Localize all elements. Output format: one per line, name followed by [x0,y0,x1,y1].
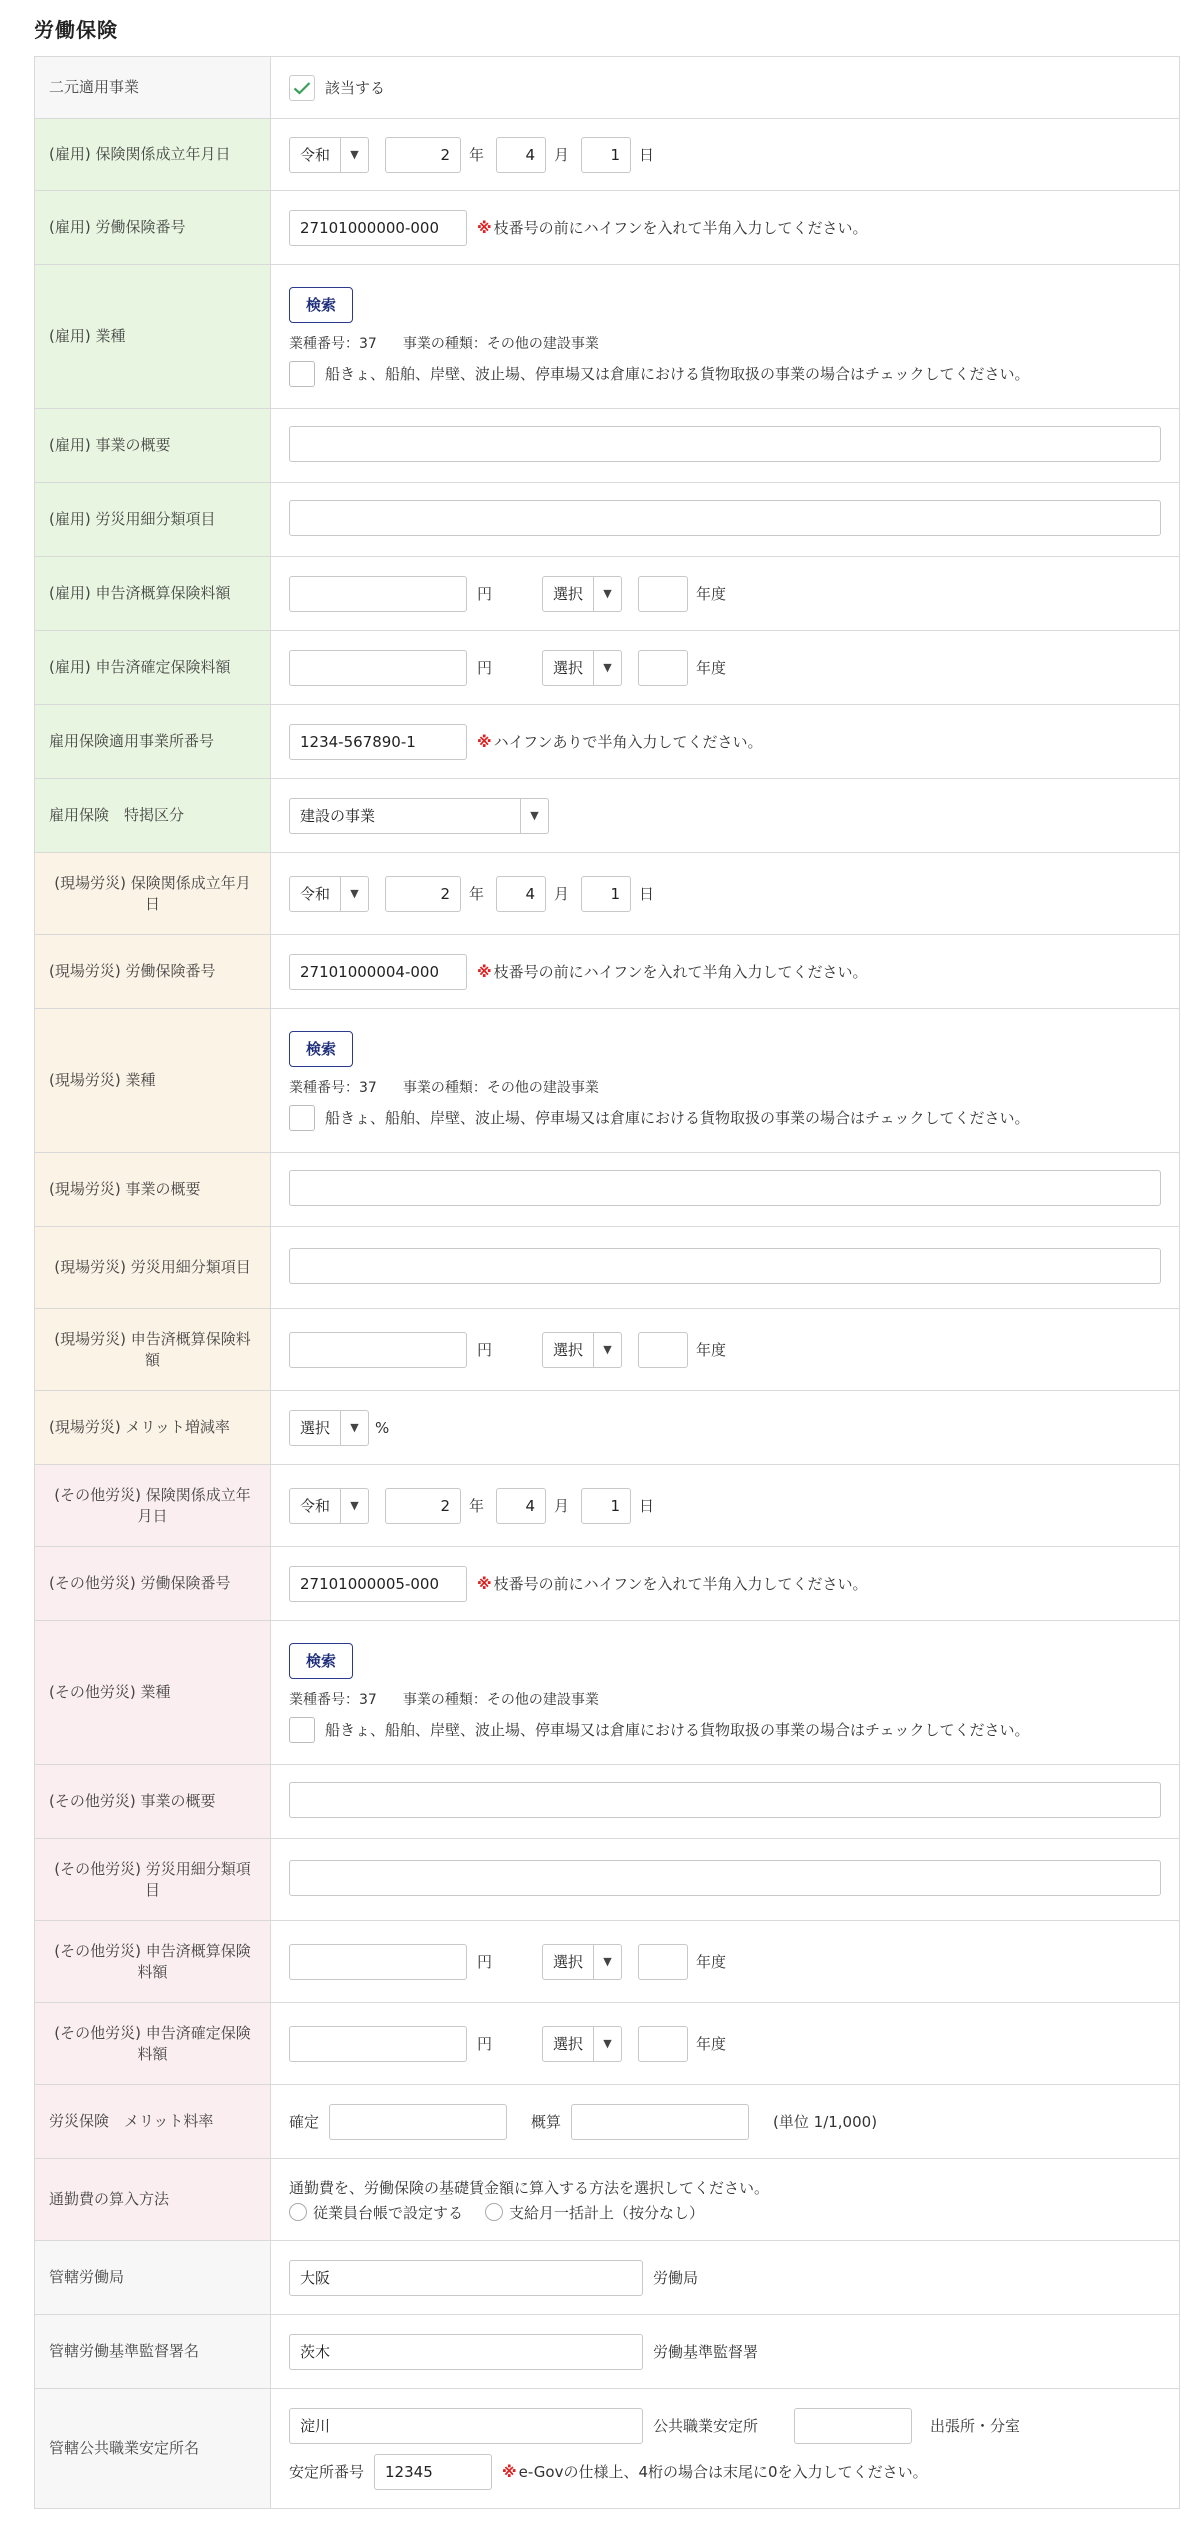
era-select[interactable]: 令和 ▼ [289,1488,369,1524]
row-other-date: (その他労災) 保険関係成立年月日 令和 ▼ 2 年 4 月 1 日 [35,1465,1180,1547]
row-label: (雇用) 労災用細分類項目 [35,483,271,557]
check-icon [293,81,311,95]
row-emp-estimated: (雇用) 申告済概算保険料額 円 選択 ▼ 年度 [35,557,1180,631]
row-other-industry: (その他労災) 業種 検索 業種番号：37 事業の種類：その他の建設事業 船きょ、船舶、岸壁、波止場、停車場又は倉庫における貨物取扱の事業の場合はチェックしてください。 [35,1621,1180,1765]
chevron-down-icon: ▼ [520,799,548,833]
year-select[interactable]: 選択 ▼ [542,1332,622,1368]
month-input[interactable]: 4 [496,137,546,173]
category-input[interactable] [289,1248,1161,1284]
row-label: (現場労災) 労災用細分類項目 [35,1227,271,1309]
merit-confirmed-input[interactable] [329,2104,507,2140]
branch-input[interactable] [794,2408,912,2444]
dual-checkbox[interactable] [289,75,315,101]
labor-insurance-number-input[interactable]: 27101000004-000 [289,954,467,990]
chevron-down-icon: ▼ [593,1333,621,1367]
row-emp-summary [35,409,1180,483]
station-number-input[interactable]: 12345 [374,2454,492,2490]
chevron-down-icon: ▼ [593,2027,621,2061]
special-category-select[interactable]: 建設の事業 ▼ [289,798,549,834]
row-emp-date: (雇用) 保険関係成立年月日 令和 ▼ 2 年 4 月 1 日 [35,119,1180,191]
merit-estimate-input[interactable] [571,2104,749,2140]
business-summary-input[interactable] [289,1170,1161,1206]
year-select[interactable]: 選択 ▼ [542,576,622,612]
row-merit-rate: 労災保険 メリット料率 確定 概算 (単位 1/1,000) [35,2085,1180,2159]
fiscal-year-input[interactable] [638,2026,688,2062]
row-other-no: (その他労災) 労働保険番号 27101000005-000 ※ 枝番号の前にハイフンを入れて半角入力してください。 [35,1547,1180,1621]
row-label: 二元適用事業 [35,57,271,119]
category-input[interactable] [289,500,1161,536]
fiscal-year-input[interactable] [638,576,688,612]
row-emp-industry: (雇用) 業種 検索 業種番号：37 事業の種類：その他の建設事業 船きょ、船舶、岸壁、波止場、停車場又は倉庫における貨物取扱の事業の場合はチェックしてください。 [35,265,1180,409]
row-other-summary [35,1765,1180,1839]
row-label: 通勤費の算入方法 [35,2159,271,2241]
row-label: (雇用) 保険関係成立年月日 [35,119,271,191]
year-input[interactable]: 2 [385,1488,461,1524]
business-summary-input[interactable] [289,426,1161,462]
year-select[interactable]: 選択 ▼ [542,2026,622,2062]
row-site-date: (現場労災) 保険関係成立年月日 令和 ▼ 2 年 4 月 1 日 [35,853,1180,935]
row-label: (その他労災) 労働保険番号 [35,1547,271,1621]
row-label: (その他労災) 事業の概要 [35,1765,271,1839]
year-select[interactable]: 選択 ▼ [542,1944,622,1980]
row-site-summary [35,1153,1180,1227]
radio-button[interactable] [289,2203,307,2221]
dual-checkbox-label: 該当する [325,79,386,97]
row-label: 労災保険 メリット料率 [35,2085,271,2159]
search-button[interactable]: 検索 [289,1031,353,1067]
month-input[interactable]: 4 [496,1488,546,1524]
row-label: (雇用) 労働保険番号 [35,191,271,265]
commute-option-ledger[interactable]: 従業員台帳で設定する [289,2202,463,2223]
category-input[interactable] [289,1860,1161,1896]
fiscal-year-input[interactable] [638,650,688,686]
month-input[interactable]: 4 [496,876,546,912]
amount-input[interactable] [289,2026,467,2062]
labor-bureau-input[interactable]: 大阪 [289,2260,643,2296]
row-emp-confirmed: (雇用) 申告済確定保険料額 円 選択 ▼ 年度 [35,631,1180,705]
row-site-category [35,1227,1180,1309]
row-label: (その他労災) 申告済概算保険料額 [35,1921,271,2003]
employment-office-input[interactable]: 淀川 [289,2408,643,2444]
search-button[interactable]: 検索 [289,1643,353,1679]
row-emp-special [35,779,1180,853]
amount-input[interactable] [289,1332,467,1368]
search-button[interactable]: 検索 [289,287,353,323]
row-emp-office-no: 雇用保険適用事業所番号 1234-567890-1 ※ ハイフンありで半角入力してください。 [35,705,1180,779]
row-site-estimated: (現場労災) 申告済概算保険料額 円 選択 ▼ 年度 [35,1309,1180,1391]
row-label: (現場労災) 保険関係成立年月日 [35,853,271,935]
page-title: 労働保険 [34,18,118,42]
chevron-down-icon: ▼ [340,877,368,911]
row-label: (現場労災) 事業の概要 [35,1153,271,1227]
row-label: (雇用) 事業の概要 [35,409,271,483]
row-commute: 通勤費の算入方法 通勤費を、労働保険の基礎賃金額に算入する方法を選択してください。 従業員台帳で設定する 支給月一括計上（按分なし） [35,2159,1180,2241]
era-select[interactable]: 令和 ▼ [289,876,369,912]
row-site-merit: (現場労災) メリット増減率 選択 ▼ % [35,1391,1180,1465]
labor-insurance-number-input[interactable]: 27101000005-000 [289,1566,467,1602]
era-select[interactable]: 令和 ▼ [289,137,369,173]
fiscal-year-input[interactable] [638,1332,688,1368]
row-label: (雇用) 申告済確定保険料額 [35,631,271,705]
row-emp-category [35,483,1180,557]
row-label: (雇用) 業種 [35,265,271,409]
row-label: 雇用保険 特掲区分 [35,779,271,853]
row-dual [35,57,1180,119]
fiscal-year-input[interactable] [638,1944,688,1980]
cargo-checkbox[interactable] [289,1717,315,1743]
row-site-industry: (現場労災) 業種 検索 業種番号：37 事業の種類：その他の建設事業 船きょ、船舶、岸壁、波止場、停車場又は倉庫における貨物取扱の事業の場合はチェックしてください。 [35,1009,1180,1153]
chevron-down-icon: ▼ [593,1945,621,1979]
row-label: 管轄公共職業安定所名 [35,2389,271,2509]
chevron-down-icon: ▼ [593,651,621,685]
labor-insurance-form [34,56,1180,2509]
commute-option-lump[interactable]: 支給月一括計上（按分なし） [485,2202,704,2223]
chevron-down-icon: ▼ [340,1489,368,1523]
chevron-down-icon: ▼ [340,1411,368,1445]
row-label: (現場労災) 業種 [35,1009,271,1153]
cargo-checkbox[interactable] [289,1105,315,1131]
row-other-confirmed: (その他労災) 申告済確定保険料額 円 選択 ▼ 年度 [35,2003,1180,2085]
year-input[interactable]: 2 [385,876,461,912]
office-number-input[interactable]: 1234-567890-1 [289,724,467,760]
row-label: (雇用) 申告済概算保険料額 [35,557,271,631]
row-employment-office: 管轄公共職業安定所名 淀川 公共職業安定所 出張所・分室 安定所番号 12345 ※ e-Govの仕様上、4桁の場合は末尾に0を入力してください。 [35,2389,1180,2509]
cargo-checkbox[interactable] [289,361,315,387]
row-label: 管轄労働局 [35,2241,271,2315]
row-site-no: (現場労災) 労働保険番号 27101000004-000 ※ 枝番号の前にハイフンを入れて半角入力してください。 [35,935,1180,1009]
row-label: (現場労災) 申告済概算保険料額 [35,1309,271,1391]
year-select[interactable]: 選択 ▼ [542,650,622,686]
row-inspection-office: 管轄労働基準監督署名 茨木 労働基準監督署 [35,2315,1180,2389]
amount-input[interactable] [289,1944,467,1980]
row-label: (現場労災) 労働保険番号 [35,935,271,1009]
row-label: (その他労災) 保険関係成立年月日 [35,1465,271,1547]
business-summary-input[interactable] [289,1782,1161,1818]
radio-button[interactable] [485,2203,503,2221]
row-label: (その他労災) 業種 [35,1621,271,1765]
merit-select[interactable]: 選択 ▼ [289,1410,369,1446]
row-emp-no: (雇用) 労働保険番号 27101000000-000 ※ 枝番号の前にハイフンを入れて半角入力してください。 [35,191,1180,265]
amount-input[interactable] [289,650,467,686]
day-input[interactable]: 1 [581,1488,631,1524]
row-label: (その他労災) 労災用細分類項目 [35,1839,271,1921]
row-other-estimated: (その他労災) 申告済概算保険料額 円 選択 ▼ 年度 [35,1921,1180,2003]
row-label: (その他労災) 申告済確定保険料額 [35,2003,271,2085]
row-labor-bureau: 管轄労働局 大阪 労働局 [35,2241,1180,2315]
chevron-down-icon: ▼ [593,577,621,611]
row-label: 管轄労働基準監督署名 [35,2315,271,2389]
labor-insurance-number-input[interactable]: 27101000000-000 [289,210,467,246]
day-input[interactable]: 1 [581,137,631,173]
row-label: (現場労災) メリット増減率 [35,1391,271,1465]
day-input[interactable]: 1 [581,876,631,912]
year-input[interactable]: 2 [385,137,461,173]
row-other-category [35,1839,1180,1921]
chevron-down-icon: ▼ [340,138,368,172]
row-label: 雇用保険適用事業所番号 [35,705,271,779]
inspection-office-input[interactable]: 茨木 [289,2334,643,2370]
amount-input[interactable] [289,576,467,612]
